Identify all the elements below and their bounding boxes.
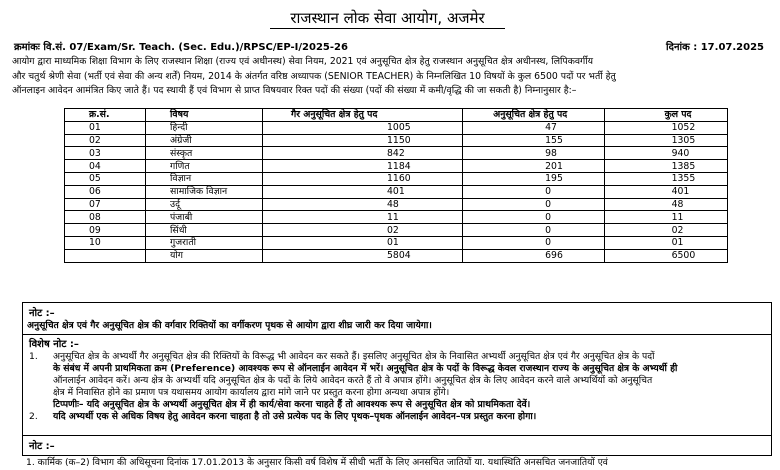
table-row: 04 गणित 1184 201 1385 [65,160,728,173]
intro-line: और चतुर्थ श्रेणी सेवा (भर्ती एवं सेवा की अन्य शर्तें) नियम, 2014 के अंतर्गत वरिष्ठ अध्यापक (SENIOR TEACHER) के निम्नलिखित 10 विषयों के कुल 6500 पदों पर भर्ती हेतु [12,70,616,82]
special-item-number: 1. [29,351,38,362]
table-row: 03 संस्कृत 842 98 940 [65,147,728,160]
note-heading: नोट :– [29,308,55,319]
reference-line [14,39,766,55]
table-total-row: योग 5804 696 6500 [65,249,728,262]
col-header-scheduled: अनुसूचित क्षेत्र हेतु पद [463,109,604,122]
vacancy-table [64,108,728,263]
intro-line: ऑनलाइन आवेदन आमंत्रित किए जाते हैं। पद स्थायी हैं एवं विभाग से प्राप्त विषयवार रिक्त पदों की संख्या (पदों की संख्या में कमी/वृद्धि की जा सकती है) निम्नानुसार है:– [12,85,577,96]
reference-number: क्रमांकः वि.सं. 07/Exam/Sr. Teach. (Sec. Edu.)/RPSC/EP-I/2025-26 [14,42,348,53]
notes-box [22,302,772,456]
col-header-total: कुल पद [604,109,727,122]
special-item-line: के संबंध में अपनी प्राथमिकता क्रम (Preference) आवश्यक रूप से ऑनलाईन आवेदन में भरें। अनुसूचित क्षेत्र के पदों के विरूद्ध केवल राजस्थान राज्य के अनुसूचित क्षेत्र के अभ्यर्थी ही [53,363,678,374]
special-item-line: क्षेत्र में निवासित होने का प्रमाण पत्र यथासमय आयोग कार्यालय द्वारा मांगे जाने पर प्रस्तुत करना होगा अन्यथा अपात्र होंगे। [53,387,450,398]
table-row: 05 विज्ञान 1160 195 1355 [65,172,728,185]
special-note-heading: विशेष नोट :– [29,339,79,350]
special-item-line: टिप्पणीः– यदि अनुसूचित क्षेत्र के अभ्यर्थी अनुसूचित क्षेत्र में ही कार्य/सेवा करना चाहते हैं तो आवश्यक रूप से अनुसूचित क्षेत्र को प्राथमिकता देवें। [53,399,531,410]
table-body [65,121,728,262]
table-row: 06 सामाजिक विज्ञान 401 0 401 [65,185,728,198]
special-item-number: 2. [29,411,38,422]
table-row: 10 गुजराती 01 0 01 [65,236,728,249]
table-row: 09 सिंधी 02 0 02 [65,224,728,237]
notice-date: दिनांक : 17.07.2025 [666,42,764,53]
table-header-row [65,109,728,122]
table-row: 08 पंजाबी 11 0 11 [65,211,728,224]
special-item-line: ऑनलाईन आवेदन करें। अन्य क्षेत्र के अभ्यर्थी यदि अनुसूचित क्षेत्र के पदों के लिये आवेदन करते हैं तो वे अपात्र होंगे। अनुसूचित क्षेत्र के लिए आवेदन करने वाले अभ्यर्थियों को अनुसूचित [53,375,653,386]
table-row: 07 उर्दू 48 0 48 [65,198,728,211]
special-item-line: अनुसूचित क्षेत्र के अभ्यर्थी गैर अनुसूचित क्षेत्र की रिक्तियों के विरूद्ध भी आवेदन कर सकते हैं। इसलिए अनुसूचित क्षेत्र के निवासित अभ्यर्थी अनुसूचित क्षेत्र एवं गैर अनुसूचित क्षेत्र के पदों [53,351,655,362]
intro-paragraph [12,55,768,99]
special-item-line: यदि अभ्यर्थी एक से अधिक विषय हेतु आवेदन करना चाहता है तो उसे प्रत्येक पद के लिए पृथक–पृथक ऑनलाईन आवेदन–पत्र प्रस्तुत करना होगा। [53,411,537,422]
page-title: राजस्थान लोक सेवा आयोग, अजमेर [270,8,505,29]
intro-line: आयोग द्वारा माध्यमिक शिक्षा विभाग के लिए राजस्थान शिक्षा (राज्य एवं अधीनस्थ) सेवा नियम, 2021 एवं अनुसूचित क्षेत्र हेतु राजस्थान अनुसूचित क्षेत्र अधीनस्थ, लिपिकवर्गीय [12,56,594,67]
divider [23,334,771,335]
table-row: 02 अंग्रेजी 1150 155 1305 [65,134,728,147]
divider [23,435,771,436]
table-row: 01 हिन्दी 1005 47 1052 [65,121,728,134]
vacancy-table-wrapper [64,108,728,263]
col-header-serial: क्र.सं. [65,109,146,122]
note2-text: 1. कार्मिक (क–2) विभाग की अधिसूचना दिनांक 17.01.2013 के अनुसार किसी वर्ष विशेष में सीधी भर्ती के लिए अनसचित जातियों या. यथास्थिति अनसचित जनजातियों एवं [26,457,608,468]
col-header-subject: विषय [146,109,263,122]
col-header-non-scheduled: गैर अनुसूचित क्षेत्र हेतु पद [263,109,463,122]
note-text: अनुसूचित क्षेत्र एवं गैर अनुसूचित क्षेत्र की वर्गवार रिक्तियों का वर्गीकरण पृथक से आयोग द्वारा शीघ्र जारी कर दिया जायेगा। [27,320,432,331]
note2-heading: नोट :– [29,441,55,452]
